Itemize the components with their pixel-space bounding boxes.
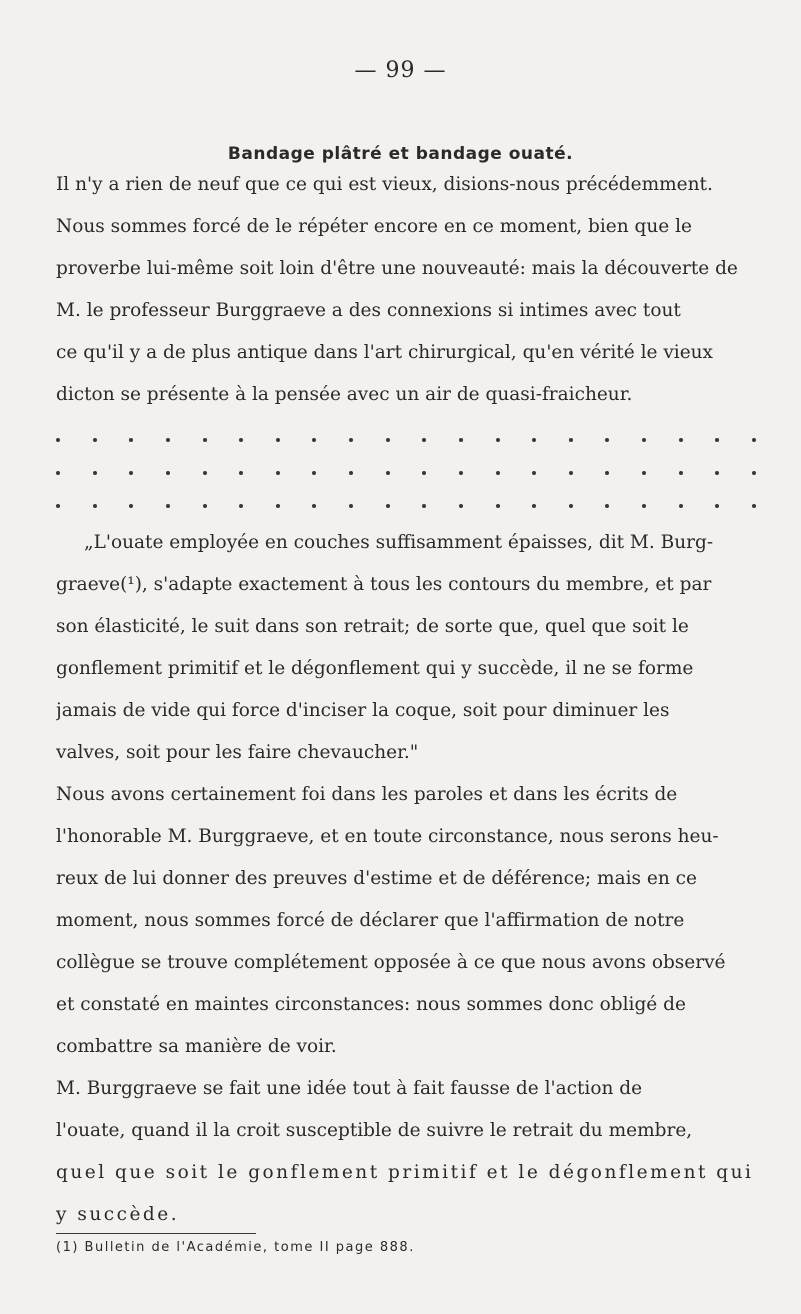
ellipsis-dot xyxy=(203,471,207,475)
ellipsis-dot xyxy=(386,504,390,508)
ellipsis-dot xyxy=(679,504,683,508)
section-title: Bandage plâtré et bandage ouaté. xyxy=(227,144,574,164)
ellipsis-dot xyxy=(349,504,353,508)
ellipsis-dot xyxy=(93,471,97,475)
ellipsis-dot xyxy=(276,471,280,475)
ellipsis-dot xyxy=(386,471,390,475)
paragraph-1-line: Nous sommes forcé de le répéter encore en ce moment, bien que le xyxy=(56,216,692,237)
ellipsis-dot xyxy=(276,504,280,508)
paragraph-1-line: Il n'y a rien de neuf que ce qui est vieux, disions-nous précédemment. xyxy=(56,174,713,195)
ellipsis-dot xyxy=(386,438,390,442)
ellipsis-dot xyxy=(129,504,133,508)
ellipsis-dot xyxy=(129,438,133,442)
paragraph-3 xyxy=(56,774,754,1068)
paragraph-1-line: M. le professeur Burggraeve a des connexions si intimes avec tout xyxy=(56,300,681,321)
ellipsis-dot xyxy=(312,504,316,508)
quote-paragraph-line: valves, soit pour les faire chevaucher." xyxy=(56,742,419,763)
ellipsis-dot xyxy=(93,438,97,442)
ellipsis-dot xyxy=(239,504,243,508)
page-number: — 99 — xyxy=(354,58,447,83)
ellipsis-dot xyxy=(642,504,646,508)
ellipsis-dot xyxy=(459,504,463,508)
ellipsis-dot xyxy=(642,438,646,442)
paragraph-4-line: l'ouate, quand il la croit susceptible de suivre le retrait du membre, xyxy=(56,1120,693,1141)
ellipsis-dot xyxy=(459,438,463,442)
ellipsis-dot xyxy=(422,504,426,508)
paragraph-3-line: moment, nous sommes forcé de déclarer que l'affirmation de notre xyxy=(56,910,685,931)
ellipsis-dot xyxy=(166,504,170,508)
ellipsis-dot xyxy=(532,438,536,442)
quote-paragraph xyxy=(56,522,754,774)
ellipsis-dot xyxy=(752,471,756,475)
ellipsis-dot xyxy=(166,471,170,475)
ellipsis-dot xyxy=(166,438,170,442)
ellipsis-dot xyxy=(715,438,719,442)
ellipsis-dot xyxy=(679,438,683,442)
quote-paragraph-line: „L'ouate employée en couches suffisamment épaisses, dit M. Burg- xyxy=(84,532,714,553)
ellipsis-dot xyxy=(569,471,573,475)
quote-paragraph-line: son élasticité, le suit dans son retrait; de sorte que, quel que soit le xyxy=(56,616,689,637)
ellipsis-dots-row xyxy=(56,469,756,477)
ellipsis-dot xyxy=(93,504,97,508)
ellipsis-dot xyxy=(605,471,609,475)
ellipsis-dot xyxy=(203,504,207,508)
ellipsis-dot xyxy=(496,438,500,442)
ellipsis-dot xyxy=(569,438,573,442)
paragraph-1-line: ce qu'il y a de plus antique dans l'art chirurgical, qu'en vérité le vieux xyxy=(56,342,713,363)
ellipsis-dot xyxy=(532,504,536,508)
paragraph-3-line: collègue se trouve complétement opposée à ce que nous avons observé xyxy=(56,952,726,973)
ellipsis-dot xyxy=(276,438,280,442)
ellipsis-dot xyxy=(203,438,207,442)
ellipsis-dot xyxy=(605,438,609,442)
ellipsis-dot xyxy=(752,504,756,508)
ellipsis-dots-row xyxy=(56,502,756,510)
footnote-rule xyxy=(56,1233,256,1234)
ellipsis-dot xyxy=(422,471,426,475)
ellipsis-dot xyxy=(56,504,60,508)
paragraph-3-line: combattre sa manière de voir. xyxy=(56,1036,337,1057)
ellipsis-dot xyxy=(605,504,609,508)
paragraph-4 xyxy=(56,1068,754,1236)
ellipsis-dot xyxy=(349,438,353,442)
paragraph-3-line: et constaté en maintes circonstances: nous sommes donc obligé de xyxy=(56,994,686,1015)
ellipsis-dot xyxy=(532,471,536,475)
ellipsis-dot xyxy=(715,504,719,508)
ellipsis-dot xyxy=(569,504,573,508)
paragraph-3-line: reux de lui donner des preuves d'estime et de déférence; mais en ce xyxy=(56,868,697,889)
ellipsis-dot xyxy=(422,438,426,442)
quote-paragraph-line: graeve(¹), s'adapte exactement à tous les contours du membre, et par xyxy=(56,574,712,595)
footnote: (1) Bulletin de l'Académie, tome II page 888. xyxy=(56,1240,415,1255)
ellipsis-dots-row xyxy=(56,436,756,444)
paragraph-1 xyxy=(56,164,754,416)
quote-paragraph-line: gonflement primitif et le dégonflement qui y succède, il ne se forme xyxy=(56,658,694,679)
ellipsis-dot xyxy=(642,471,646,475)
paragraph-1-line: proverbe lui-même soit loin d'être une nouveauté: mais la découverte de xyxy=(56,258,738,279)
ellipsis-dot xyxy=(496,504,500,508)
ellipsis-dot xyxy=(239,471,243,475)
paragraph-3-line: Nous avons certainement foi dans les paroles et dans les écrits de xyxy=(56,784,678,805)
paragraph-1-line: dicton se présente à la pensée avec un air de quasi-fraicheur. xyxy=(56,384,633,405)
ellipsis-dot xyxy=(56,438,60,442)
ellipsis-dot xyxy=(312,471,316,475)
paragraph-4-line: y succède. xyxy=(56,1204,180,1225)
ellipsis-dot xyxy=(496,471,500,475)
ellipsis-dot xyxy=(349,471,353,475)
quote-paragraph-line: jamais de vide qui force d'inciser la coque, soit pour diminuer les xyxy=(56,700,670,721)
paragraph-4-line: quel que soit le gonflement primitif et le dégonflement qui xyxy=(56,1162,754,1183)
ellipsis-dot xyxy=(679,471,683,475)
ellipsis-dot xyxy=(752,438,756,442)
paragraph-4-line: M. Burggraeve se fait une idée tout à fait fausse de l'action de xyxy=(56,1078,643,1099)
ellipsis-dot xyxy=(312,438,316,442)
ellipsis-dot xyxy=(129,471,133,475)
ellipsis-dot xyxy=(56,471,60,475)
paragraph-3-line: l'honorable M. Burggraeve, et en toute circonstance, nous serons heu- xyxy=(56,826,719,847)
ellipsis-dot xyxy=(239,438,243,442)
ellipsis-dot xyxy=(715,471,719,475)
ellipsis-dot xyxy=(459,471,463,475)
